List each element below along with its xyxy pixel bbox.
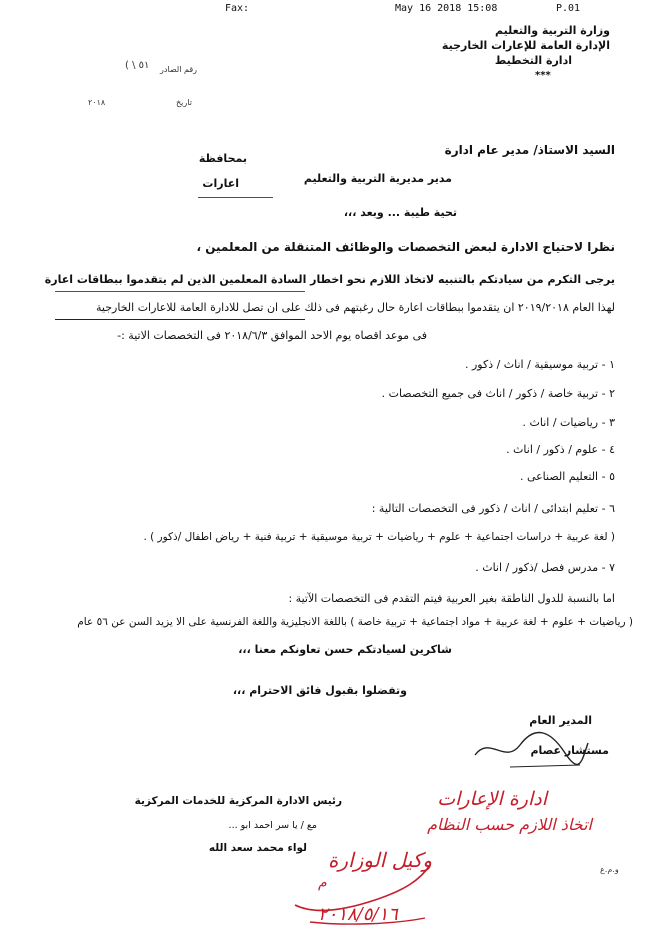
body-underline1 bbox=[55, 291, 305, 292]
fax-date: May 16 2018 15:08 bbox=[395, 3, 498, 14]
closing-thanks: شاكرين لسيادتكم حسن تعاونكم معنا ،،، bbox=[238, 643, 452, 656]
list-item: ١ - تربية موسيقية / اناث / ذكور . bbox=[464, 358, 615, 371]
department-name: اعارات bbox=[202, 177, 239, 190]
central-admin-name: لواء محمد سعد الله bbox=[208, 842, 307, 854]
list-item: ٤ - علوم / ذكور / اناث . bbox=[506, 443, 615, 456]
body-line3: فى موعد اقصاه يوم الاحد الموافق ٢٠١٨/٦/٣ فى التخصصات الاتية :- bbox=[117, 329, 427, 342]
subject-line: نظرا لاحتياج الادارة لبعض التخصصات والوظائف المتنقلة من المعلمين ، bbox=[196, 240, 615, 254]
director-name: مستشار عصام bbox=[530, 744, 609, 757]
governorate-label: بمحافظة bbox=[198, 152, 247, 165]
closing-regards: وتفضلوا بقبول فائق الاحترام ،،، bbox=[232, 684, 407, 697]
handwritten-date: ٢٠١٨/٥/١٦ bbox=[318, 904, 398, 925]
non-arabic-line2: ( رياضيات + علوم + لغة عربية + مواد اجتماعية + تربية خاصة ) باللغة الانجليزية واللغة الفرنسية على الا يزيد السن عن ٥٦ عام bbox=[77, 616, 633, 628]
central-admin-title: رئيس الادارة المركزية للخدمات المركزية bbox=[134, 795, 342, 807]
reference-number-value: ( \ ٥١ bbox=[125, 60, 150, 71]
letterhead-ministry: وزارة التربية والتعليم bbox=[495, 24, 610, 37]
list-item: ( لغة عربية + دراسات اجتماعية + علوم + رياضيات + تربية موسيقية + تربية فنية + رياض اطفال /ذكور ) . bbox=[143, 531, 615, 543]
director-signature bbox=[470, 725, 590, 775]
list-item: ٢ - تربية خاصة / ذكور / اناث فى جميع التخصصات . bbox=[381, 387, 615, 400]
letterhead-planning: ادارة التخطيط bbox=[494, 54, 572, 67]
reference-number-label: رقم الصادر bbox=[160, 65, 198, 74]
letterhead-stars: *** bbox=[535, 70, 551, 81]
reference-date-value: ٢٠١٨ bbox=[88, 98, 106, 107]
fax-page: P.01 bbox=[556, 3, 581, 14]
non-arabic-line1: اما بالنسبة للدول الناطقة بغير العربية فيتم التقدم فى التخصصات الآتية : bbox=[288, 592, 615, 605]
department-underline bbox=[198, 197, 273, 198]
handwritten-stroke bbox=[285, 860, 435, 930]
fax-label: Fax: bbox=[225, 3, 250, 14]
small-note: و.م.ع bbox=[600, 865, 619, 874]
handwritten-line1: ادارة الإعارات bbox=[437, 788, 547, 810]
list-item: ٥ - التعليم الصناعى . bbox=[519, 470, 615, 483]
handwritten-line3: وكيل الوزارة bbox=[327, 848, 432, 872]
body-line1: يرجى التكرم من سيادتكم بالتنبيه لاتخاذ اللازم نحو اخطار السادة المعلمين الذين لم يتقدموا ببطاقات اعارة bbox=[44, 273, 615, 286]
body-underline2 bbox=[55, 319, 305, 320]
letterhead-general-admin: الإدارة العامة للإعارات الخارجية bbox=[441, 39, 610, 52]
recipient-line1: السيد الاستاذ/ مدير عام ادارة bbox=[444, 143, 615, 157]
list-item: ٣ - رياضيات / اناث . bbox=[522, 416, 615, 429]
director-title: المدير العام bbox=[529, 714, 592, 727]
body-line2: لهذا العام ٢٠١٩/٢٠١٨ ان يتقدموا ببطاقات اعارة حال رغبتهم فى ذلك على ان تصل للادارة العامة للاعارات الخارجية bbox=[96, 301, 615, 314]
reference-date-label: تاريخ bbox=[176, 98, 192, 107]
recipient-line2: مدير مديرية التربية والتعليم bbox=[303, 172, 452, 185]
handwritten-mark: م bbox=[318, 875, 327, 891]
greeting: تحية طيبة ... وبعد ،،، bbox=[343, 206, 457, 219]
central-admin-note: مع / يا سر احمد ابو ... bbox=[228, 820, 317, 831]
list-item: ٧ - مدرس فصل /ذكور / اناث . bbox=[475, 561, 615, 574]
handwritten-line2: اتخاذ اللازم حسب النظام bbox=[427, 815, 592, 834]
list-item: ٦ - تعليم ابتدائى / اناث / ذكور فى التخصصات التالية : bbox=[371, 502, 615, 515]
